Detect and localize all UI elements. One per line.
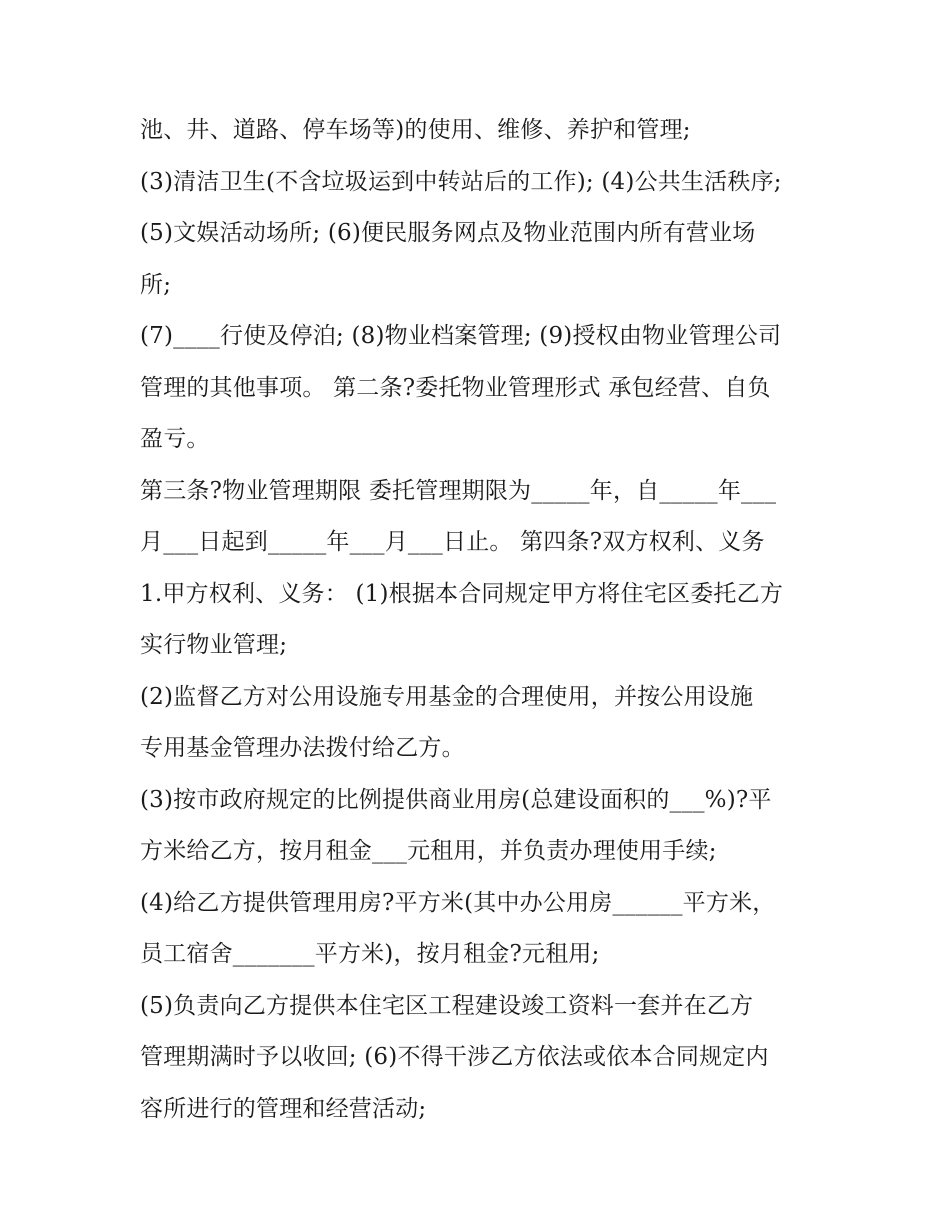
text-line: 管理的其他事项。 第二条?委托物业管理形式 承包经营、自负 [140,374,771,401]
text-line: (4)给乙方提供管理用房?平方米(其中办公用房______平方米， [140,889,776,916]
text-line: 月___日起到_____年___月___日止。 第四条?双方权利、义务 [140,529,765,555]
text-line: 第三条?物业管理期限 委托管理期限为_____年，自_____年___ [140,477,777,504]
document-body [140,105,820,1135]
text-line: 1.甲方权利、义务： (1)根据本合同规定甲方将住宅区委托乙方 [140,580,784,607]
text-line: 员工宿舍_______平方米)，按月租金?元租用; [140,941,600,967]
text-line: (7)____行使及停泊; (8)物业档案管理; (9)授权由物业管理公司 [140,323,782,349]
text-line: (3)清洁卫生(不含垃圾运到中转站后的工作); (4)公共生活秩序; [140,168,782,195]
text-line: 容所进行的管理和经营活动; [140,1095,427,1122]
text-line: 专用基金管理办法拨付给乙方。 [140,735,465,761]
text-line: (5)负责向乙方提供本住宅区工程建设竣工资料一套并在乙方 [140,992,754,1019]
text-line: (2)监督乙方对公用设施专用基金的合理使用，并按公用设施 [140,683,754,710]
text-line: (5)文娱活动场所; (6)便民服务网点及物业范围内所有营业场 [140,220,756,246]
text-line: 管理期满时予以收回; (6)不得干涉乙方依法或依本合同规定内 [140,1044,769,1070]
text-line: 实行物业管理; [140,632,288,658]
text-line: 方米给乙方，按月租金___元租用，并负责办理使用手续; [140,838,717,864]
text-line: 池、井、道路、停车场等)的使用、维修、养护和管理; [140,117,691,143]
text-line: 盈亏。 [140,426,210,452]
text-line: (3)按市政府规定的比例提供商业用房(总建设面积的___%)?平 [140,786,772,813]
text-line: 所; [140,271,172,298]
